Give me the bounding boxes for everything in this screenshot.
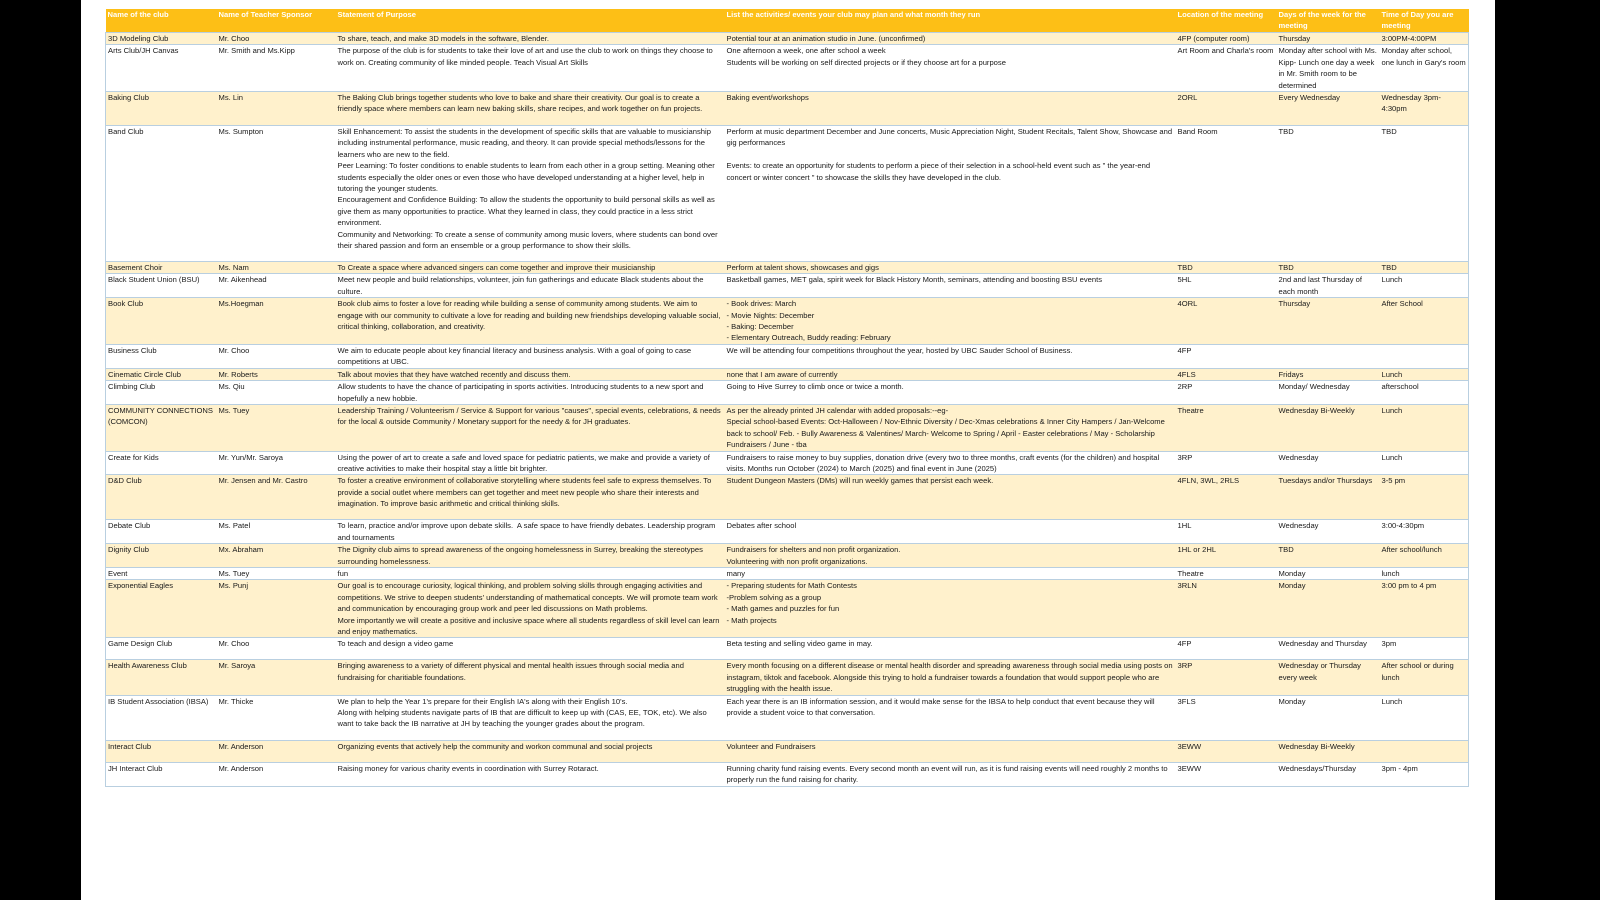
cell-club-name: Event bbox=[106, 567, 217, 579]
cell-club-name: Climbing Club bbox=[106, 381, 217, 405]
cell-activities: Perform at talent shows, showcases and gigs bbox=[725, 262, 1176, 274]
cell-club-name: Debate Club bbox=[106, 520, 217, 544]
cell-days: Thursday bbox=[1277, 33, 1380, 45]
cell-time: Lunch bbox=[1380, 368, 1469, 380]
cell-activities: Perform at music department December and June concerts, Music Appreciation Night, Student Recitals, Talent Show, Showcase and gig performances Events: to create an opportunity for students to perform a piece of their selection in a school-held event such as " the year-end concert or winter concert " to showcase the skills they have developed in the club. bbox=[725, 126, 1176, 262]
cell-days: Monday bbox=[1277, 580, 1380, 638]
cell-club-name: Game Design Club bbox=[106, 638, 217, 660]
cell-days: Wednesday or Thursday every week bbox=[1277, 660, 1380, 695]
cell-location: 3EWW bbox=[1176, 762, 1277, 786]
cell-statement-of-purpose: The Baking Club brings together students who love to bake and share their creativity. Our goal is to create a friendly space where members can learn new baking skills, share recipes, and work together on fun projects. bbox=[336, 92, 725, 126]
cell-location: 2RP bbox=[1176, 381, 1277, 405]
cell-activities: many bbox=[725, 567, 1176, 579]
cell-days: Every Wednesday bbox=[1277, 92, 1380, 126]
table-row bbox=[106, 368, 1469, 380]
cell-location: 3EWW bbox=[1176, 740, 1277, 762]
cell-statement-of-purpose: To Create a space where advanced singers can come together and improve their musicianship bbox=[336, 262, 725, 274]
cell-activities: Debates after school bbox=[725, 520, 1176, 544]
cell-club-name: D&D Club bbox=[106, 475, 217, 520]
cell-activities: Student Dungeon Masters (DMs) will run weekly games that persist each week. bbox=[725, 475, 1176, 520]
cell-location: 4FP bbox=[1176, 638, 1277, 660]
table-row bbox=[106, 274, 1469, 298]
cell-location: 3RP bbox=[1176, 660, 1277, 695]
cell-activities: Baking event/workshops bbox=[725, 92, 1176, 126]
cell-teacher-sponsor: Mr. Choo bbox=[217, 638, 336, 660]
cell-club-name: Dignity Club bbox=[106, 544, 217, 568]
header-location: Location of the meeting bbox=[1176, 9, 1277, 33]
cell-activities: Going to Hive Surrey to climb once or twice a month. bbox=[725, 381, 1176, 405]
cell-days: Wednesday bbox=[1277, 520, 1380, 544]
cell-activities: As per the already printed JH calendar with added proposals:--eg- Special school-based Events: Oct-Halloween / Nov-Ethnic Diversity / Dec-Xmas celebrations & Inner City Hampers / Jan-Welcome back to school/ Feb. - Bully Awareness & Valentines/ March- Welcome to Spring / April - Easter celebrations / May - Scholarship Fundraisers / June - tba bbox=[725, 404, 1176, 451]
cell-teacher-sponsor: Mr. Thicke bbox=[217, 695, 336, 740]
cell-days: Wednesday Bi-Weekly bbox=[1277, 740, 1380, 762]
table-row bbox=[106, 567, 1469, 579]
cell-location: 1HL or 2HL bbox=[1176, 544, 1277, 568]
cell-location: 3RP bbox=[1176, 451, 1277, 475]
cell-location: 4ORL bbox=[1176, 298, 1277, 345]
cell-teacher-sponsor: Ms. Punj bbox=[217, 580, 336, 638]
cell-days: TBD bbox=[1277, 262, 1380, 274]
cell-location: 4FP (computer room) bbox=[1176, 33, 1277, 45]
cell-activities: Fundraisers to raise money to buy supplies, donation drive (every two to three months, craft events (for the children) and hospital visits. Months run October (2024) to March (2025) and final event in June (2025) bbox=[725, 451, 1176, 475]
cell-days: Fridays bbox=[1277, 368, 1380, 380]
cell-club-name: Black Student Union (BSU) bbox=[106, 274, 217, 298]
cell-club-name: Band Club bbox=[106, 126, 217, 262]
cell-time: afterschool bbox=[1380, 381, 1469, 405]
cell-teacher-sponsor: Ms. Tuey bbox=[217, 404, 336, 451]
cell-location: 1HL bbox=[1176, 520, 1277, 544]
cell-teacher-sponsor: Mr. Anderson bbox=[217, 740, 336, 762]
table-row bbox=[106, 638, 1469, 660]
cell-teacher-sponsor: Ms. Tuey bbox=[217, 567, 336, 579]
cell-statement-of-purpose: Leadership Training / Volunteerism / Service & Support for various "causes", special events, celebrations, & needs for the local & outside Community / Monetary support for the needy & for JH graduates. bbox=[336, 404, 725, 451]
table-row bbox=[106, 404, 1469, 451]
cell-club-name: Interact Club bbox=[106, 740, 217, 762]
cell-days: 2nd and last Thursday of each month bbox=[1277, 274, 1380, 298]
cell-statement-of-purpose: Bringing awareness to a variety of different physical and mental health issues through social media and fundraising for charitiable foundations. bbox=[336, 660, 725, 695]
cell-days: Wednesday bbox=[1277, 451, 1380, 475]
table-row bbox=[106, 451, 1469, 475]
table-row bbox=[106, 298, 1469, 345]
cell-club-name: Basement Choir bbox=[106, 262, 217, 274]
cell-statement-of-purpose: Book club aims to foster a love for reading while building a sense of community among students. We aim to engage with our community to cultivate a love for reading and building new friendships developing valuable social, critical thinking, collaboration, and creativity. bbox=[336, 298, 725, 345]
cell-days: Monday bbox=[1277, 695, 1380, 740]
cell-statement-of-purpose: To teach and design a video game bbox=[336, 638, 725, 660]
cell-activities: Every month focusing on a different disease or mental health disorder and spreading awareness through social media using posts on instagram, tiktok and facebook. Alongside this trying to hold a fundraiser towards a foundation that would support people who are struggling with the health issue. bbox=[726, 661, 1175, 694]
document-page bbox=[81, 0, 1495, 900]
cell-time: 3pm bbox=[1380, 638, 1469, 660]
cell-location: 3RLN bbox=[1176, 580, 1277, 638]
cell-location: 4FLN, 3WL, 2RLS bbox=[1176, 475, 1277, 520]
cell-time: After School bbox=[1380, 298, 1469, 345]
cell-statement-of-purpose: We plan to help the Year 1's prepare for their English IA's along with their English 10's. Along with helping students navigate parts of IB that are difficult to keep up with (CAS, EE, TOK, etc). We also want to take back the IB narrative at JH by teaching the younger grades about the program. bbox=[336, 695, 725, 740]
cell-activities: Running charity fund raising events. Every second month an event will run, as it is fund raising events will need roughly 2 months to properly run the fund raising for charity. bbox=[725, 762, 1176, 786]
header-row bbox=[106, 9, 1469, 33]
table-row bbox=[106, 33, 1469, 45]
cell-teacher-sponsor: Ms.Hoegman bbox=[217, 298, 336, 345]
cell-time: 3:00 pm to 4 pm bbox=[1380, 580, 1469, 638]
cell-activities: Fundraisers for shelters and non profit organization. Volunteering with non profit organizations. bbox=[725, 544, 1176, 568]
cell-club-name: IB Student Association (IBSA) bbox=[106, 695, 217, 740]
cell-time: TBD bbox=[1380, 126, 1469, 262]
cell-activities: none that I am aware of currently bbox=[725, 368, 1176, 380]
cell-activities: One afternoon a week, one after school a week Students will be working on self directed projects or if they choose art for a purpose bbox=[725, 45, 1176, 92]
cell-statement-of-purpose: The Dignity club aims to spread awareness of the ongoing homelessness in Surrey, breaking the stereotypes surrounding homelessness. bbox=[336, 544, 725, 568]
cell-club-name: Business Club bbox=[106, 344, 217, 368]
table-row bbox=[106, 45, 1469, 92]
cell-location: 3FLS bbox=[1176, 695, 1277, 740]
cell-activities: Volunteer and Fundraisers bbox=[725, 740, 1176, 762]
cell-days bbox=[1277, 344, 1380, 368]
table-row bbox=[106, 544, 1469, 568]
cell-time: Wednesday 3pm-4:30pm bbox=[1380, 92, 1469, 126]
table-row bbox=[106, 344, 1469, 368]
table-row bbox=[106, 126, 1469, 262]
cell-location: Band Room bbox=[1176, 126, 1277, 262]
cell-teacher-sponsor: Mr. Jensen and Mr. Castro bbox=[217, 475, 336, 520]
cell-time: Lunch bbox=[1380, 404, 1469, 451]
table-row bbox=[106, 520, 1469, 544]
cell-club-name: Create for Kids bbox=[106, 451, 217, 475]
cell-statement-of-purpose: fun bbox=[336, 567, 725, 579]
header-club-name: Name of the club bbox=[106, 9, 217, 33]
cell-location: 4FLS bbox=[1176, 368, 1277, 380]
cell-statement-of-purpose: To learn, practice and/or improve upon debate skills. A safe space to have friendly debates. Leadership program and tournaments bbox=[336, 520, 725, 544]
cell-days: Thursday bbox=[1277, 298, 1380, 345]
cell-time: 3-5 pm bbox=[1380, 475, 1469, 520]
table-row bbox=[106, 92, 1469, 126]
table-row bbox=[106, 580, 1469, 638]
cell-activities: - Preparing students for Math Contests -Problem solving as a group - Math games and puzzles for fun - Math projects bbox=[725, 580, 1176, 638]
cell-statement-of-purpose: Organizing events that actively help the community and workon communal and social projects bbox=[336, 740, 725, 762]
cell-statement-of-purpose: Raising money for various charity events in coordination with Surrey Rotaract. bbox=[336, 762, 725, 786]
cell-time: TBD bbox=[1380, 262, 1469, 274]
cell-time: Lunch bbox=[1380, 451, 1469, 475]
cell-time bbox=[1380, 740, 1469, 762]
cell-statement-of-purpose: Meet new people and build relationships, volunteer, join fun gatherings and educate Black students about the culture. bbox=[336, 274, 725, 298]
cell-teacher-sponsor: Mr. Smith and Ms.Kipp bbox=[217, 45, 336, 92]
cell-teacher-sponsor: Mr. Saroya bbox=[217, 660, 336, 695]
cell-teacher-sponsor: Mr. Choo bbox=[217, 33, 336, 45]
cell-days: TBD bbox=[1277, 126, 1380, 262]
table-row bbox=[106, 740, 1469, 762]
table-row bbox=[106, 475, 1469, 520]
cell-club-name: Book Club bbox=[106, 298, 217, 345]
cell-statement-of-purpose: Allow students to have the chance of participating in sports activities. Introducing students to a new sport and hopefully a new hobbie. bbox=[336, 381, 725, 405]
cell-club-name: Arts Club/JH Canvas bbox=[106, 45, 217, 92]
cell-time: After school or during lunch bbox=[1380, 660, 1469, 695]
cell-location: Theatre bbox=[1176, 567, 1277, 579]
header-activities: List the activities/ events your club may plan and what month they run bbox=[725, 9, 1176, 33]
cell-time: 3pm - 4pm bbox=[1380, 762, 1469, 786]
cell-statement-of-purpose: To foster a creative environment of collaborative storytelling where students feel safe to express themselves. To provide a social outlet where members can get together and meet new people who share their interests and imagination. To improve basic arithmetic and critical thinking skills. bbox=[336, 475, 725, 520]
header-statement-of-purpose: Statement of Purpose bbox=[336, 9, 725, 33]
cell-time: Lunch bbox=[1380, 695, 1469, 740]
cell-location: Theatre bbox=[1176, 404, 1277, 451]
cell-location: Art Room and Charla's room bbox=[1176, 45, 1277, 92]
cell-club-name: Exponential Eagles bbox=[106, 580, 217, 638]
cell-teacher-sponsor: Ms. Nam bbox=[217, 262, 336, 274]
cell-time: lunch bbox=[1380, 567, 1469, 579]
table-row bbox=[106, 660, 1469, 695]
cell-teacher-sponsor: Mr. Anderson bbox=[217, 762, 336, 786]
cell-teacher-sponsor: Mr. Yun/Mr. Saroya bbox=[217, 451, 336, 475]
cell-activities: - Book drives: March - Movie Nights: December - Baking: December - Elementary Outreach, Buddy reading: February bbox=[725, 298, 1176, 345]
cell-club-name: JH Interact Club bbox=[106, 762, 217, 786]
cell-teacher-sponsor: Ms. Qiu bbox=[217, 381, 336, 405]
header-teacher-sponsor: Name of Teacher Sponsor bbox=[217, 9, 336, 33]
cell-time: Lunch bbox=[1380, 274, 1469, 298]
cell-days: Monday bbox=[1277, 567, 1380, 579]
cell-activities: Beta testing and selling video game in may. bbox=[725, 638, 1176, 660]
cell-days: Tuesdays and/or Thursdays bbox=[1277, 475, 1380, 520]
cell-days: Monday/ Wednesday bbox=[1277, 381, 1380, 405]
clubs-table bbox=[105, 9, 1469, 787]
cell-teacher-sponsor: Ms. Patel bbox=[217, 520, 336, 544]
table-row bbox=[106, 262, 1469, 274]
cell-club-name: Cinematic Circle Club bbox=[106, 368, 217, 380]
cell-days: Monday after school with Ms. Kipp- Lunch one day a week in Mr. Smith room to be determined bbox=[1278, 46, 1379, 90]
cell-club-name: COMMUNITY CONNECTIONS (COMCON) bbox=[106, 404, 217, 451]
cell-teacher-sponsor: Mr. Roberts bbox=[217, 368, 336, 380]
cell-time: 3:00-4:30pm bbox=[1380, 520, 1469, 544]
cell-activities: Each year there is an IB information session, and it would make sense for the IBSA to help conduct that event because they will provide a student voice to that conversation. bbox=[725, 695, 1176, 740]
cell-statement-of-purpose: To share, teach, and make 3D models in the software, Blender. bbox=[336, 33, 725, 45]
cell-statement-of-purpose: The purpose of the club is for students to take their love of art and use the club to work on things they choose to work on. Creating community of like minded people. Teach Visual Art Skills bbox=[336, 45, 725, 92]
cell-club-name: 3D Modeling Club bbox=[106, 33, 217, 45]
cell-statement-of-purpose: Skill Enhancement: To assist the students in the development of specific skills that are valuable to musicianship including instrumental performance, music reading, and theory. It can provide special methods/lessons for the learners who are new to the field. Peer Learning: To foster conditions to enable students to learn from each other in a group setting. Meaning other students especially the older ones or even those who have developed understanding at a higher level, help in tutoring the younger students. Encouragement and Confidence Building: To allow the students the opportunity to build personal skills as well as give them as many opportunities to practice. What they learned in class, they could practice in a less strict environment. Community and Networking: To create a sense of community among music lovers, where students can bond over their shared passion and form an ensemble or a group performance to show their skills. bbox=[336, 126, 725, 262]
cell-club-name: Health Awareness Club bbox=[106, 660, 217, 695]
cell-club-name: Baking Club bbox=[106, 92, 217, 126]
header-time: Time of Day you are meeting bbox=[1380, 9, 1469, 33]
cell-location: 4FP bbox=[1176, 344, 1277, 368]
cell-teacher-sponsor: Mx. Abraham bbox=[217, 544, 336, 568]
cell-location: TBD bbox=[1176, 262, 1277, 274]
cell-days: TBD bbox=[1277, 544, 1380, 568]
cell-days: Wednesdays/Thursday bbox=[1277, 762, 1380, 786]
cell-activities: We will be attending four competitions throughout the year, hosted by UBC Sauder School of Business. bbox=[725, 344, 1176, 368]
cell-teacher-sponsor: Ms. Sumpton bbox=[217, 126, 336, 262]
table-row bbox=[106, 381, 1469, 405]
cell-location: 2ORL bbox=[1176, 92, 1277, 126]
cell-teacher-sponsor: Ms. Lin bbox=[217, 92, 336, 126]
table-body bbox=[106, 33, 1469, 787]
cell-statement-of-purpose: Talk about movies that they have watched recently and discuss them. bbox=[336, 368, 725, 380]
cell-teacher-sponsor: Mr. Choo bbox=[217, 344, 336, 368]
cell-time: Monday after school, one lunch in Gary's room bbox=[1380, 45, 1469, 92]
cell-days: Wednesday Bi-Weekly bbox=[1277, 404, 1380, 451]
table-row bbox=[106, 762, 1469, 786]
cell-time: 3:00PM-4:00PM bbox=[1380, 33, 1469, 45]
cell-time bbox=[1380, 344, 1469, 368]
cell-activities: Potential tour at an animation studio in June. (unconfirmed) bbox=[725, 33, 1176, 45]
cell-location: 5HL bbox=[1176, 274, 1277, 298]
table-row bbox=[106, 695, 1469, 740]
cell-days: Wednesday and Thursday bbox=[1277, 638, 1380, 660]
cell-statement-of-purpose: We aim to educate people about key financial literacy and business analysis. With a goal of going to case competitions at UBC. bbox=[336, 344, 725, 368]
cell-statement-of-purpose: Using the power of art to create a safe and loved space for pediatric patients, we make and provide a variety of creative activities to make their hospital stay a little bit brighter. bbox=[336, 451, 725, 475]
cell-teacher-sponsor: Mr. Aikenhead bbox=[217, 274, 336, 298]
cell-statement-of-purpose: Our goal is to encourage curiosity, logical thinking, and problem solving skills through engaging activities and competitions. We strive to deepen students' understanding of mathematical concepts. We will promote team work and communication by encouraging group work and peer led discussions on Math problems. More importantly we will create a positive and inclusive space where all students regardless of skill level can learn and enjoy mathematics. bbox=[336, 580, 725, 638]
header-days: Days of the week for the meeting bbox=[1277, 9, 1380, 33]
cell-activities: Basketball games, MET gala, spirit week for Black History Month, seminars, attending and boosting BSU events bbox=[725, 274, 1176, 298]
cell-time: After school/lunch bbox=[1380, 544, 1469, 568]
